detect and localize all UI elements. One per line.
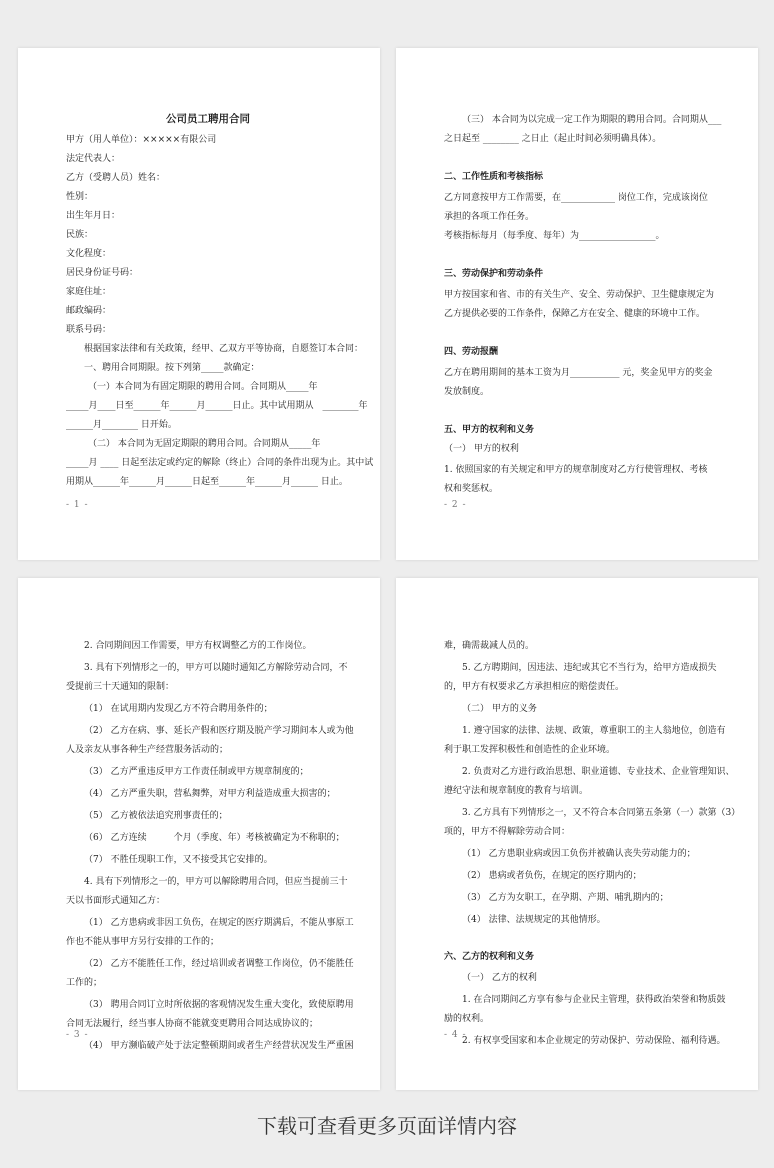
clause-item: （7） 不胜任现职工作，又不接受其它安排的。 xyxy=(84,855,273,865)
clause-item: （4） 甲方濒临破产处于法定整顿期间或者生产经营状况发生严重困 xyxy=(84,1041,354,1051)
birthdate-line: 出生年月日： xyxy=(66,211,121,221)
clause-item: （4） 法律、法规规定的其他情形。 xyxy=(462,915,606,925)
gender-line: 性别： xyxy=(66,192,94,202)
postal-code-line: 邮政编码： xyxy=(66,306,112,316)
clause-1-1-line: （一）本合同为有固定期限的聘用合同。合同期从_____年 xyxy=(88,382,318,392)
preamble-line: 根据国家法律和有关政策，经甲、乙双方平等协商，自愿签订本合同： xyxy=(84,344,364,354)
clause-item: 人及亲友从事各种生产经营服务活动的； xyxy=(66,745,229,755)
clause-1-3-line: （三） 本合同为以完成一定工作为期限的聘用合同。合同期从___ xyxy=(462,115,722,125)
section-2-heading: 二、工作性质和考核指标 xyxy=(444,172,544,182)
page-number: - 4 - xyxy=(444,1030,467,1040)
clause-item: （2） 患病或者负伤，在规定的医疗期内的； xyxy=(462,871,642,881)
clause-line: 3. 乙方具有下列情形之一，又不符合本合同第五条第（一）款第（3） xyxy=(462,808,741,818)
legal-rep-line: 法定代表人： xyxy=(66,154,121,164)
clause-line: 2. 负责对乙方进行政治思想、职业道德、专业技术、企业管理知识、 xyxy=(462,767,735,777)
clause-item: （1） 在试用期内发现乙方不符合聘用条件的； xyxy=(84,704,273,714)
contract-title: 公司员工聘用合同 xyxy=(166,113,250,125)
education-line: 文化程度： xyxy=(66,249,112,259)
section-1-heading: 一、聘用合同期限。按下列第_____款确定： xyxy=(84,363,260,373)
clause-1-2-line: _____月 ____ 日起至法定或约定的解除（终止）合同的条件出现为止。其中试 xyxy=(66,458,374,468)
clause-item: （1） 乙方患职业病或因工负伤并被确认丧失劳动能力的； xyxy=(462,849,696,859)
download-caption: 下载可查看更多页面详情内容 xyxy=(257,1114,517,1138)
document-page-2 xyxy=(396,48,758,560)
clause-line: 3. 具有下列情形之一的，甲方可以随时通知乙方解除劳动合同，不 xyxy=(84,663,348,673)
subsection-heading: （一） 乙方的权利 xyxy=(462,973,537,983)
page-number: - 3 - xyxy=(66,1030,89,1040)
section-4-line: 发放制度。 xyxy=(444,387,490,397)
section-5-line: 权和奖惩权。 xyxy=(444,484,499,494)
section-4-heading: 四、劳动报酬 xyxy=(444,347,499,357)
clause-line: 4. 具有下列情形之一的，甲方可以解除聘用合同，但应当提前三十 xyxy=(84,877,348,887)
clause-item: （3） 乙方为女职工，在孕期、产期、哺乳期内的； xyxy=(462,893,669,903)
section-5-line: 1. 依照国家的有关规定和甲方的规章制度对乙方行使管理权、考核 xyxy=(444,465,708,475)
clause-item: （3） 乙方严重违反甲方工作责任制或甲方规章制度的； xyxy=(84,767,309,777)
section-3-line: 甲方按国家和省、市的有关生产、安全、劳动保护、卫生健康规定为 xyxy=(444,290,715,300)
clause-item: （1） 乙方患病或非因工负伤，在规定的医疗期满后，不能从事原工 xyxy=(84,918,354,928)
section-4-line: 乙方在聘用期间的基本工资为月___________ 元，奖金见甲方的奖金 xyxy=(444,368,713,378)
section-6-heading: 六、乙方的权利和义务 xyxy=(444,952,535,962)
clause-item: （2） 乙方不能胜任工作，经过培训或者调整工作岗位，仍不能胜任 xyxy=(84,959,354,969)
document-page-3 xyxy=(18,578,380,1090)
party-b-name-line: 乙方（受聘人员）姓名： xyxy=(66,173,166,183)
clause-line: 的，甲方有权要求乙方承担相应的赔偿责任。 xyxy=(444,682,625,692)
section-5-heading: 五、甲方的权利和义务 xyxy=(444,425,535,435)
clause-item: （3） 聘用合同订立时所依据的客观情况发生重大变化，致使原聘用 xyxy=(84,1000,354,1010)
section-2-line: 考核指标每月（每季度、每年）为_________________。 xyxy=(444,231,665,241)
document-page-4 xyxy=(396,578,758,1090)
section-2-line: 乙方同意按甲方工作需要，在____________ 岗位工作，完成该岗位 xyxy=(444,193,708,203)
clause-1-2-line: （二） 本合同为无固定期限的聘用合同。合同期从_____年 xyxy=(88,439,321,449)
clause-line: 利于职工发挥积极性和创造性的企业环境。 xyxy=(444,745,616,755)
clause-item: （6） 乙方连续 个月（季度、年）考核被确定为不称职的； xyxy=(84,833,345,843)
section-3-line: 乙方提供必要的工作条件，保障乙方在安全、健康的环境中工作。 xyxy=(444,309,706,319)
address-line: 家庭住址： xyxy=(66,287,112,297)
clause-1-3-line: 之日起至 ________ 之日止（起止时间必须明确具体）。 xyxy=(444,134,662,144)
id-number-line: 居民身份证号码： xyxy=(66,268,139,278)
clause-1-1-line: _____月____日至______年______月______日止。其中试用期从 ________年 xyxy=(66,401,368,411)
clause-1-2-line: 用期从______年______月______日起至______年______月______ 日止。 xyxy=(66,477,348,487)
clause-line: 5. 乙方聘期间，因违法、违纪或其它不当行为，给甲方造成损失 xyxy=(462,663,717,673)
clause-item: （5） 乙方被依法追究刑事责任的； xyxy=(84,811,228,821)
section-3-heading: 三、劳动保护和劳动条件 xyxy=(444,269,544,279)
clause-1-1-line: ______月________ 日开始。 xyxy=(66,420,177,430)
clause-line: 1. 遵守国家的法律、法规、政策，尊重职工的主人翁地位，创造有 xyxy=(462,726,726,736)
clause-line: 项的，甲方不得解除劳动合同： xyxy=(444,827,571,837)
clause-item: （4） 乙方严重失职，营私舞弊，对甲方利益造成重大损害的； xyxy=(84,789,336,799)
party-a-line: 甲方（用人单位）：×××××有限公司 xyxy=(66,135,217,145)
ethnicity-line: 民族： xyxy=(66,230,94,240)
clause-line: 遵纪守法和规章制度的教育与培训。 xyxy=(444,786,589,796)
page-number: - 2 - xyxy=(444,500,467,510)
clause-line: 受提前三十天通知的限制： xyxy=(66,682,175,692)
subsection-heading: （二） 甲方的义务 xyxy=(462,704,537,714)
page-number: - 1 - xyxy=(66,500,89,510)
section-2-line: 承担的各项工作任务。 xyxy=(444,212,535,222)
clause-line: 2. 合同期间因工作需要，甲方有权调整乙方的工作岗位。 xyxy=(84,641,312,651)
clause-line: 励的权利。 xyxy=(444,1014,490,1024)
clause-line: 2. 有权享受国家和本企业规定的劳动保护、劳动保险、福利待遇。 xyxy=(462,1036,726,1046)
clause-line: 难，确需裁减人员的。 xyxy=(444,641,535,651)
clause-item: （2） 乙方在病、事、延长产假和医疗期及脱产学习期间本人或为他 xyxy=(84,726,354,736)
phone-line: 联系号码： xyxy=(66,325,112,335)
clause-item: 作也不能从事甲方另行安排的工作的； xyxy=(66,937,220,947)
clause-line: 1. 在合同期间乙方享有参与企业民主管理，获得政治荣誉和物质鼓 xyxy=(462,995,726,1005)
clause-item: 合同无法履行，经当事人协商不能就变更聘用合同达成协议的； xyxy=(66,1019,319,1029)
clause-line: 天以书面形式通知乙方： xyxy=(66,896,166,906)
clause-item: 工作的； xyxy=(66,978,103,988)
section-5-subheading: （一） 甲方的权利 xyxy=(444,444,519,454)
document-page-1 xyxy=(18,48,380,560)
